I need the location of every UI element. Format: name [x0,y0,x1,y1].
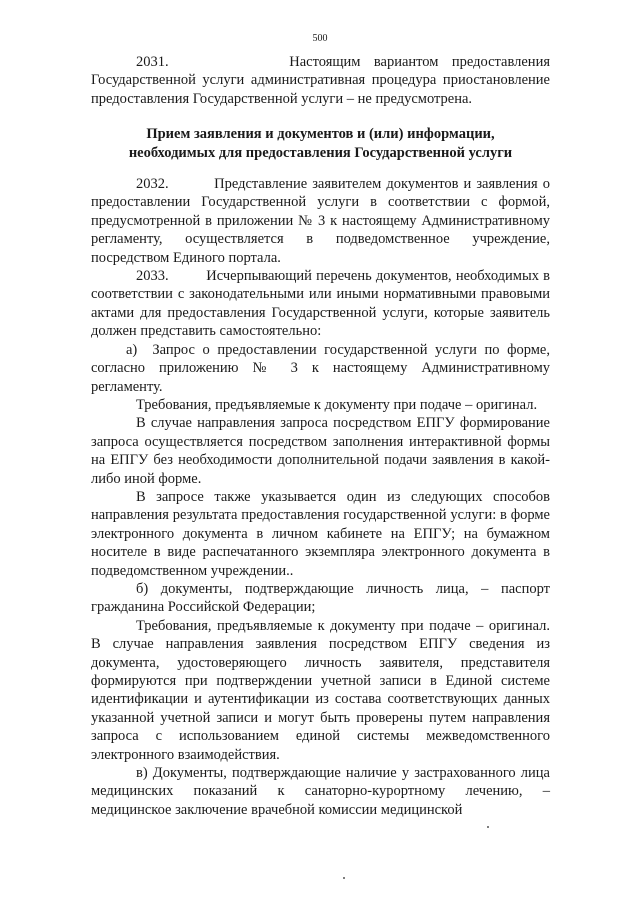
requirements-original-2: Требования, предъявляемые к документу при подаче – оригинал. В случае направления заявления посредством ЕПГУ сведения из документа, удостоверяющего личность заявителя, представителя формируются при подтверждении учетной записи в Единой системе идентификации и аутентификации из состава соответствующих данных указанной учетной записи и могут быть проверены путем направления запроса с использованием единой системы межведомственного электронного взаимодействия. [91,617,550,763]
scan-speck [487,826,489,828]
paragraph-2033: 2033. Исчерпывающий перечень документов, необходимых в соответствии с законодательными или иными нормативными правовыми актами для предоставления Государственной услуги, которые заявитель должен представить самостоятельно: [91,268,550,340]
paragraph-epgu-request: В случае направления запроса посредством ЕПГУ формирование запроса осуществляется посредством заполнения интерактивной формы на ЕПГУ без необходимости дополнительной подачи заявления в какой-либо иной форме. [91,415,550,487]
paragraph-2031: 2031. Настоящим вариантом предоставления Государственной услуги административная процедура приостановление предоставления Государственной услуги – не предусмотрена. [91,54,550,107]
paragraph-result-method: В запросе также указывается один из следующих способов направления результата предоставления государственной услуги: в форме электронного документа в личном кабинете на ЕПГУ; на бумажном носителе в виде распечатанного экземпляра электронного документа в подведомственном учреждении.. [91,488,550,579]
item-b-identity-documents: б) документы, подтверждающие личность лица, – паспорт гражданина Российской Федерации; [91,580,550,616]
document-body [91,53,550,819]
section-heading-line-1: Прием заявления и документов и (или) информации, [146,126,495,143]
scan-speck [343,877,345,879]
paragraph-2032: 2032. Представление заявителем документов и заявления о предоставлении Государственной услуги в соответствии с формой, предусмотренной в приложении № 3 к настоящему Административному регламенту, осуществляется в подведомственное учреждение, посредством Единого портала. [91,176,550,266]
section-heading-line-2: необходимых для предоставления Государственной услуги [128,144,513,161]
requirements-original-1: Требования, предъявляемые к документу при подаче – оригинал. [136,396,538,413]
item-a-request: а) Запрос о предоставлении государственной услуги по форме, согласно приложению № 3 к настоящему Административному регламенту. [91,341,550,395]
section-heading [91,125,550,162]
item-v-medical-documents: в) Документы, подтверждающие наличие у застрахованного лица медицинских показаний к санаторно-курортному лечению, – медицинское заключение врачебной комиссии медицинской [91,765,550,818]
page-number: 500 [312,33,328,44]
